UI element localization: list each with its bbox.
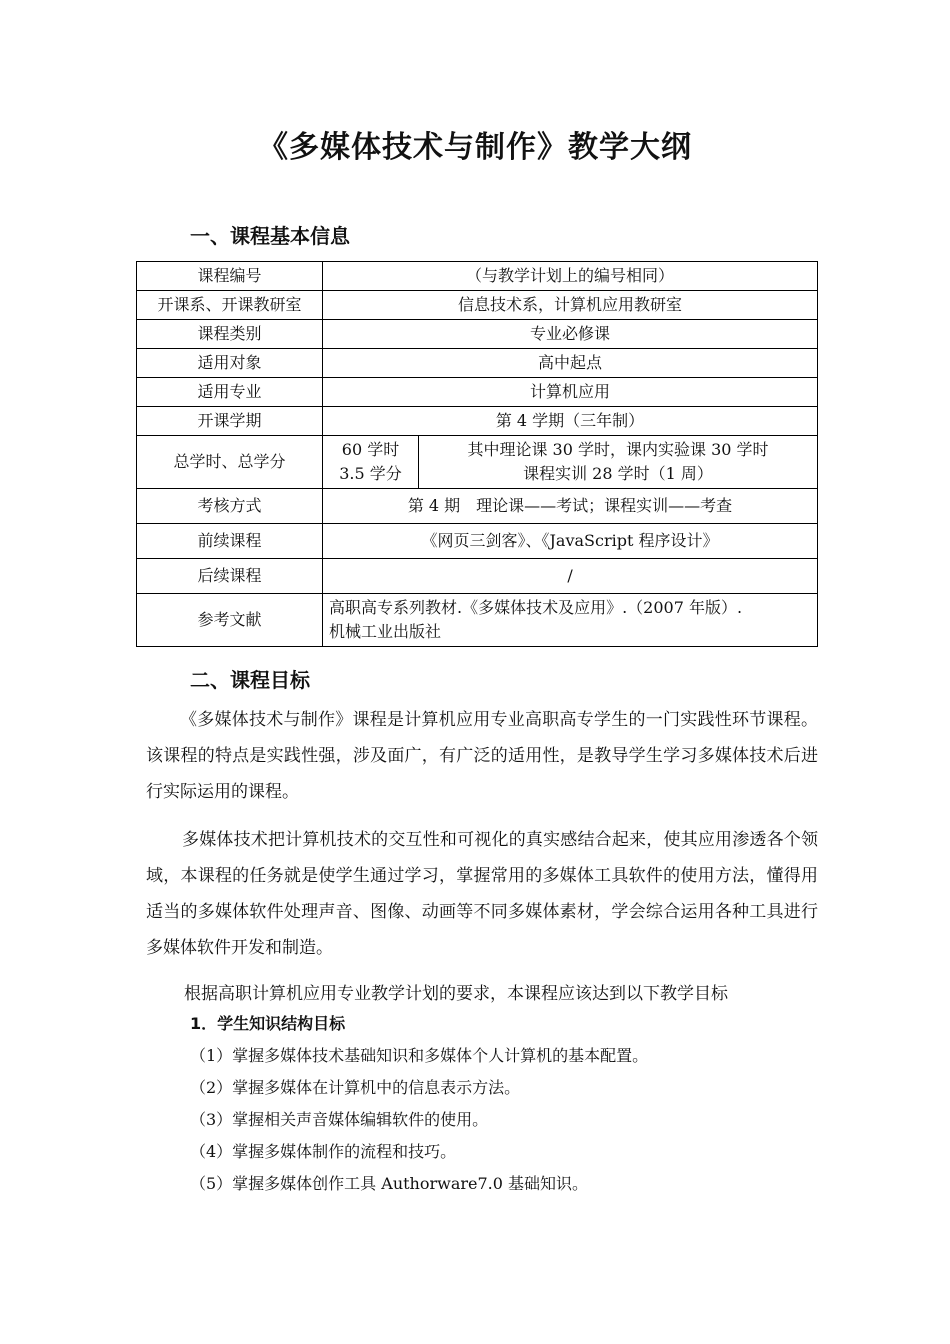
row-label-course-code: 课程编号 (137, 262, 323, 291)
total-hours: 60 学时 (341, 440, 400, 459)
audience-value: 高中起点 (323, 349, 818, 378)
table-row (137, 407, 818, 436)
goals-paragraph-3: 根据高职计算机应用专业教学计划的要求，本课程应该达到以下教学目标 (184, 984, 728, 1004)
course-code-value: （与教学计划上的编号相同） (323, 262, 818, 291)
goals-paragraph-1: 《多媒体技术与制作》课程是计算机应用专业高职高专学生的一门实践性环节课程。该课程的特点是实践性强，涉及面广，有广泛的适用性，是教导学生学习多媒体技术后进行实际运用的课程。 (146, 710, 818, 802)
list-item: （4）掌握多媒体制作的流程和技巧。 (190, 1142, 457, 1161)
hours-breakdown-line-2: 课程实训 28 学时（1 周） (523, 464, 713, 483)
section-heading-course-goals: 二、课程目标 (190, 668, 310, 692)
row-label-hours: 总学时、总学分 (137, 436, 323, 489)
major-value: 计算机应用 (323, 378, 818, 407)
followups-value: / (323, 559, 818, 594)
row-label-followups: 后续课程 (137, 559, 323, 594)
row-label-references: 参考文献 (137, 594, 323, 647)
section-heading-basic-info: 一、课程基本信息 (190, 224, 350, 248)
semester-value: 第 4 学期（三年制） (323, 407, 818, 436)
department-value: 信息技术系，计算机应用教研室 (323, 291, 818, 320)
row-label-assessment: 考核方式 (137, 489, 323, 524)
table-row (137, 291, 818, 320)
course-info-table (136, 261, 818, 647)
row-label-semester: 开课学期 (137, 407, 323, 436)
row-label-major: 适用专业 (137, 378, 323, 407)
list-item: （5）掌握多媒体创作工具 Authorware7.0 基础知识。 (190, 1174, 589, 1193)
hours-breakdown-line-1: 其中理论课 30 学时，课内实验课 30 学时 (467, 440, 769, 459)
references-line-1: 高职高专系列教材.《多媒体技术及应用》.（2007 年版）. (329, 598, 743, 617)
row-label-prerequisites: 前续课程 (137, 524, 323, 559)
table-row (137, 489, 818, 524)
knowledge-goals-heading: 1．学生知识结构目标 (190, 1014, 346, 1033)
table-row (137, 320, 818, 349)
document-title: 《多媒体技术与制作》教学大纲 (258, 130, 692, 165)
table-row (137, 262, 818, 291)
table-row (137, 524, 818, 559)
total-credits: 3.5 学分 (339, 464, 402, 483)
table-row (137, 378, 818, 407)
goals-paragraph-2: 多媒体技术把计算机技术的交互性和可视化的真实感结合起来，使其应用渗透各个领域，本课程的任务就是使学生通过学习，掌握常用的多媒体工具软件的使用方法，懂得用适当的多媒体软件处理声音、图像、动画等不同多媒体素材，学会综合运用各种工具进行多媒体软件开发和制造。 (146, 830, 818, 958)
table-row (137, 559, 818, 594)
table-row (137, 594, 818, 647)
row-label-department: 开课系、开课教研室 (137, 291, 323, 320)
table-row (137, 349, 818, 378)
list-item: （1）掌握多媒体技术基础知识和多媒体个人计算机的基本配置。 (190, 1046, 649, 1065)
row-label-course-type: 课程类别 (137, 320, 323, 349)
row-label-audience: 适用对象 (137, 349, 323, 378)
references-line-2: 机械工业出版社 (329, 622, 442, 641)
prerequisites-value: 《网页三剑客》、《JavaScript 程序设计》 (323, 524, 818, 559)
table-row (137, 436, 818, 489)
list-item: （3）掌握相关声音媒体编辑软件的使用。 (190, 1110, 489, 1129)
hours-credits-cell (323, 436, 419, 489)
course-type-value: 专业必修课 (323, 320, 818, 349)
list-item: （2）掌握多媒体在计算机中的信息表示方法。 (190, 1078, 521, 1097)
references-value (323, 594, 818, 647)
assessment-value: 第 4 期 理论课——考试；课程实训——考查 (323, 489, 818, 524)
hours-breakdown-cell (419, 436, 818, 489)
